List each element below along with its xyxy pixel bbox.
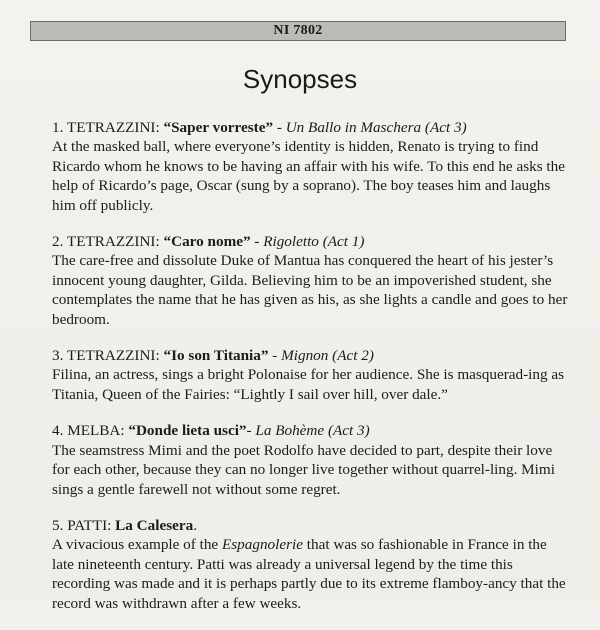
synopsis-entry-3 [52,346,572,404]
aria-title: “Caro nome” [163,233,251,251]
entry-number: 3. [52,347,64,365]
title-separator: - [246,422,256,440]
singer-name: TETRAZZINI: [66,347,160,365]
catalog-number: NI 7802 [273,23,323,38]
act-label: (Act 2) [332,347,374,365]
singer-name: PATTI: [67,516,112,534]
entry-number: 4. [52,422,64,440]
act-label: (Act 3) [327,422,370,440]
synopsis-text: The seamstress Mimi and the poet Rodolfo have decided to part, despite their love for each other, because they can no longer live together without quarrel-ling. Mimi sings a gentle farewell not without some regret. [52,441,555,498]
act-label: (Act 3) [424,119,467,136]
synopsis-entry-2 [52,232,572,329]
aria-title: “Saper vorreste” [163,119,274,136]
entry-heading [52,232,572,251]
opera-title: La Bohème [255,422,325,440]
synopsis-text: Filina, an actress, sings a bright Polonaise for her audience. She is masquerad-ing as Titania, Queen of the Fairies: “Lightly I sail over hill, over dale.” [52,366,565,403]
synopsis-text: At the masked ball, where everyone’s identity is hidden, Renato is trying to find Ricardo whom he knows to be having an affair with his wife. To this end he asks the help of Ricardo’s page, Oscar (sung by a soprano). The boy teases him and laughs him off publicly. [52,138,565,214]
synopsis-text-end: that was so fashionable in France in the late nineteenth century. Patti was already a universal legend by the time this recording was made and it is perhaps partly due to its extreme flamboy-ancy that the record was withdrawn after a few weeks. [52,536,566,612]
synopsis-entry-4 [52,421,572,499]
header-band [30,21,566,41]
opera-title: Rigoletto [263,233,319,251]
genre-term: Espagnolerie [221,536,303,554]
synopsis-text-start: A vivacious example of the [52,536,222,554]
entry-heading [52,346,572,365]
opera-title: Un Ballo in Maschera [285,119,422,136]
aria-title: “Donde lieta usci” [128,422,247,440]
aria-title: La Calesera [115,516,194,534]
opera-title: Mignon [281,347,329,365]
entry-number: 2. [52,233,64,251]
page-title: Synopses [242,64,358,94]
entry-number: 5. [52,516,64,534]
title-separator: - [250,233,264,251]
title-separator: - [268,347,282,365]
entry-heading [52,421,572,440]
entry-heading [52,118,572,137]
synopsis-entry-5 [52,516,572,613]
singer-name: TETRAZZINI: [66,119,160,136]
synopses-list [52,118,572,630]
entry-heading [52,516,572,535]
entry-number: 1. [52,119,64,136]
title-separator: . [193,516,197,534]
synopsis-text: The care-free and dissolute Duke of Mantua has conquered the heart of his jester’s innocent young daughter, Gilda. Believing him to be an impoverished student, she contemplates the name that he has given as his, as she lights a candle and goes to her bedroom. [52,252,568,328]
synopsis-text [52,535,572,613]
aria-title: “Io son Titania” [163,347,269,365]
singer-name: TETRAZZINI: [66,233,160,251]
title-separator: - [273,119,286,136]
singer-name: MELBA: [67,422,125,440]
synopsis-entry-1 [52,118,572,215]
act-label: (Act 1) [322,233,365,251]
